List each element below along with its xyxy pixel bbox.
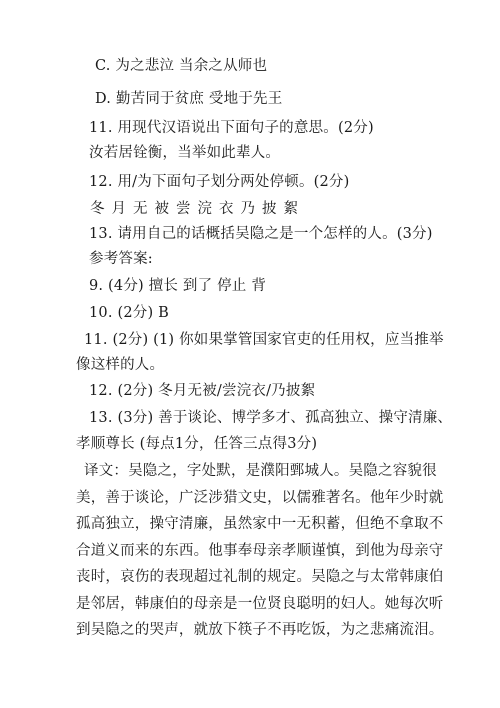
question-11: 11. 用现代汉语说出下面句子的意思。(2分) — [89, 120, 374, 136]
option-d: D. 勤苦同于贫庶 受地于先王 — [95, 91, 283, 107]
answer-11: 11. (2分) (1) 你如果掌管国家官吏的任用权，应当推举 — [84, 332, 444, 348]
translation-line: 译文：吴隐之，字处默，是濮阳鄄城人。吴隐之容貌很 — [84, 463, 437, 479]
translation-line: 丧时，哀伤的表现超过礼制的规定。吴隐之与太常韩康伯 — [76, 569, 444, 585]
answer-9: 9. (4分) 擅长 到了 停止 背 — [89, 278, 267, 294]
option-c: C. 为之悲泣 当余之从师也 — [95, 58, 268, 74]
answer-heading: 参考答案: — [89, 251, 153, 267]
question-12-sentence: 冬月无被尝浣衣乃披絮 — [90, 201, 305, 217]
question-13: 13. 请用自己的话概括吴隐之是一个怎样的人。(3分) — [89, 226, 433, 242]
answer-10: 10. (2分) B — [89, 305, 169, 321]
translation-line: 到吴隐之的哭声，就放下筷子不再吃饭，为之悲痛流泪。 — [76, 622, 444, 638]
translation-line: 是邻居，韩康伯的母亲是一位贤良聪明的妇人。她每次听 — [76, 596, 444, 612]
translation-line: 孤高独立，操守清廉，虽然家中一无积蓄，但绝不拿取不 — [76, 516, 444, 532]
translation-line: 合道义而来的东西。他事奉母亲孝顺谨慎，到他为母亲守 — [76, 543, 444, 559]
question-12: 12. 用/为下面句子划分两处停顿。(2分) — [89, 174, 350, 190]
question-11-sentence: 汝若居铨衡，当举如此辈人。 — [89, 145, 281, 161]
answer-13-continued: 孝顺尊长 (每点1分，任答三点得3分) — [76, 436, 318, 452]
answer-12: 12. (2分) 冬月无被/尝浣衣/乃披絮 — [89, 383, 316, 399]
answer-13: 13. (3分) 善于谈论、博学多才、孤高独立、操守清廉、 — [89, 410, 453, 426]
answer-11-continued: 像这样的人。 — [76, 357, 165, 373]
translation-line: 美，善于谈论，广泛涉猎文史，以儒雅著名。他年少时就 — [76, 490, 444, 506]
